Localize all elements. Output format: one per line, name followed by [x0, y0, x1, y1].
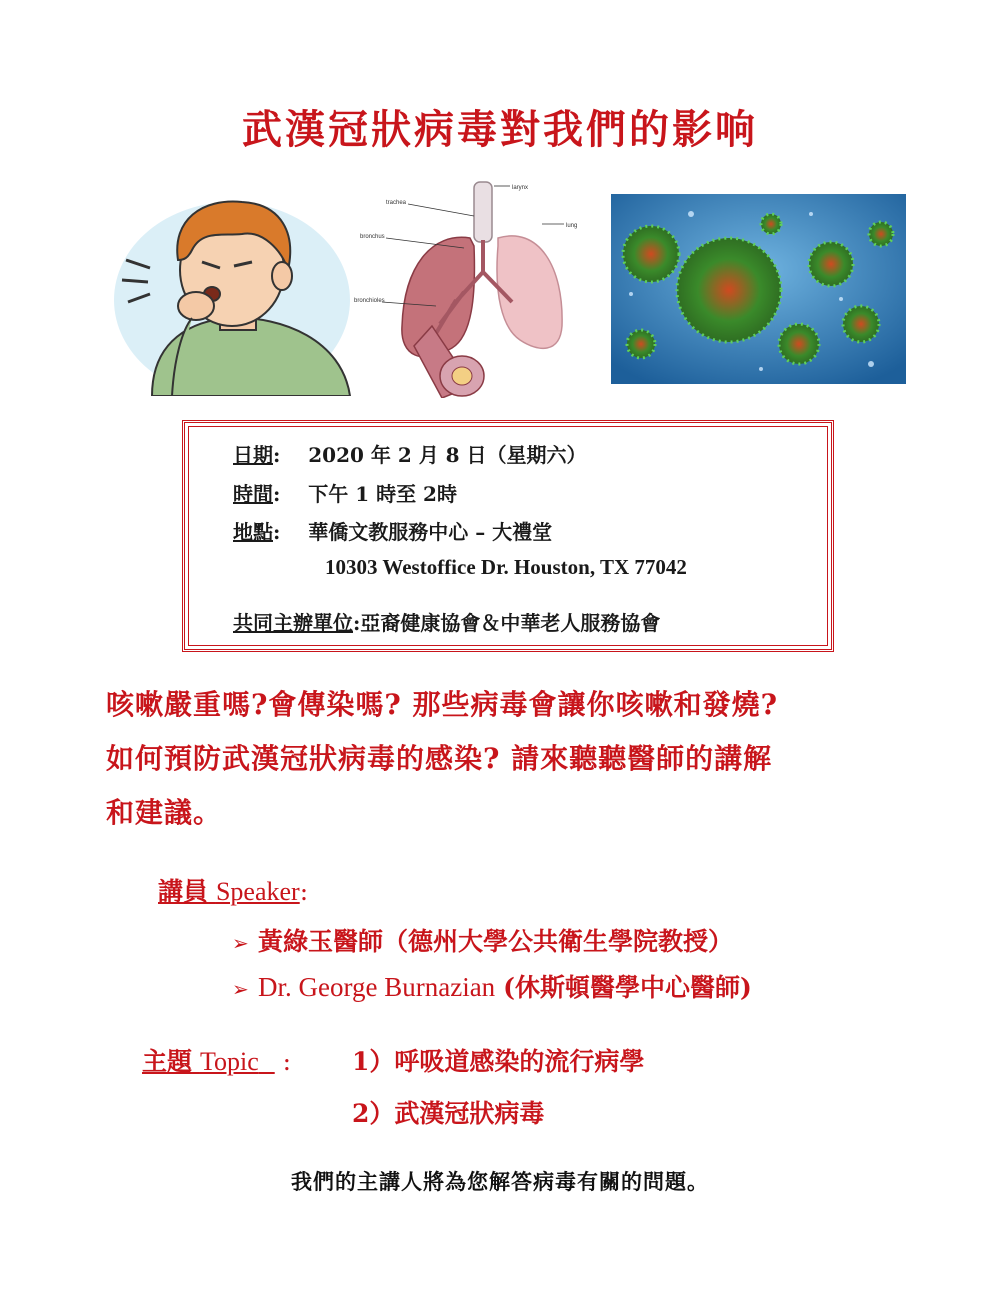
speaker-item-1: [232, 922, 733, 958]
coughing-boy-icon: [112, 190, 364, 396]
address: 10303 Westoffice Dr. Houston, TX 77042: [325, 555, 687, 579]
topic-label-en: Topic: [199, 1047, 259, 1076]
arrow-bullet-icon: ➢: [232, 931, 249, 955]
place-row: 地點: 華僑文教服務中心 – 大禮堂: [233, 516, 552, 545]
time-value: 下午 1 時至 2時: [308, 482, 457, 506]
speaker-name-1: 黃綠玉醫師（德州大學公共衛生學院教授）: [258, 927, 734, 956]
arrow-bullet-icon: ➢: [232, 977, 249, 1001]
topic-item-2: 2）武漢冠狀病毒: [352, 1099, 545, 1128]
organizer-value: 亞裔健康協會＆中華老人服務協會: [360, 611, 661, 635]
lung-label-bronchioles: bronchioles: [354, 298, 385, 304]
topic-heading: 主題 Topic :: [142, 1047, 292, 1076]
promo-line-3: 和建議。: [106, 796, 223, 829]
coronavirus-icon: [611, 194, 906, 384]
footer-note: 我們的主講人將為您解答病毒有關的問題。: [291, 1169, 709, 1194]
speaker-name-2: Dr. George Burnazian: [258, 972, 496, 1002]
lung-label-bronchus: bronchus: [360, 234, 385, 240]
lung-label-trachea: trachea: [386, 200, 407, 206]
topic-item-1: 1）呼吸道感染的流行病學: [352, 1047, 645, 1076]
place-value: 華僑文教服務中心 – 大禮堂: [308, 520, 553, 544]
organizer-label: 共同主辦單位: [233, 611, 353, 635]
promo-line-1: 咳嗽嚴重嗎?會傳染嗎? 那些病毒會讓你咳嗽和發燒?: [106, 688, 778, 721]
topic-label-zh: 主題: [142, 1047, 193, 1076]
lung-label-larynx: larynx: [512, 185, 529, 191]
speaker-heading: 講員 Speaker:: [158, 877, 309, 906]
organizer-row: 共同主辦單位:亞裔健康協會＆中華老人服務協會: [233, 607, 660, 636]
page-title: 武漢冠狀病毒對我們的影响: [242, 106, 758, 153]
lungs-anatomy-icon: [352, 176, 582, 398]
date-label: 日期: [233, 443, 273, 467]
speaker-label-en: Speaker: [215, 877, 300, 906]
date-value: 2020 年 2 月 8 日（星期六）: [308, 443, 587, 467]
event-info-box: [182, 420, 834, 652]
date-row: 日期: 2020 年 2 月 8 日（星期六）: [233, 439, 587, 468]
promo-paragraph: [106, 678, 956, 840]
time-label: 時間: [233, 482, 273, 506]
promo-line-2: 如何預防武漢冠狀病毒的感染? 請來聽聽醫師的講解: [106, 742, 773, 775]
lung-label-lung: lung: [566, 223, 578, 229]
speaker-label-zh: 講員: [158, 877, 209, 906]
speaker-affil-2: (休斯頓醫學中心醫師): [503, 973, 752, 1002]
time-row: 時間: 下午 1 時至 2時: [233, 478, 457, 507]
place-label: 地點: [233, 520, 273, 544]
speaker-item-2: [232, 968, 752, 1004]
